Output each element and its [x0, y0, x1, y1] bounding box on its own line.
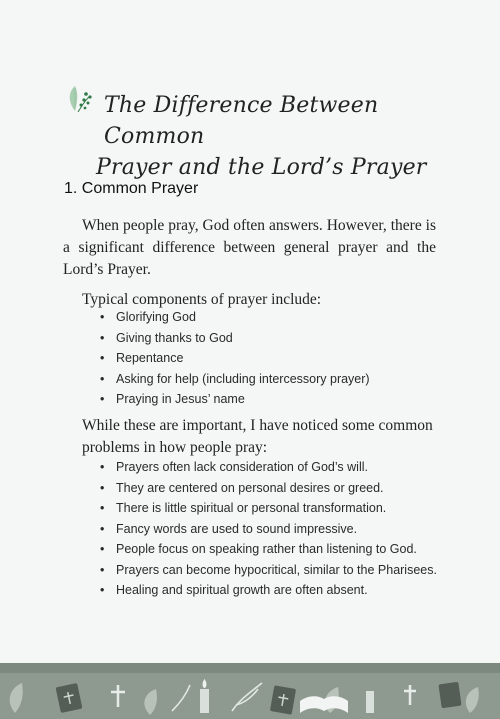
list-item: • Glorifying God [100, 307, 430, 328]
problems-list [100, 457, 440, 601]
footer-pattern [0, 663, 500, 719]
list-item: • Fancy words are used to sound impressive. [100, 519, 440, 540]
page-title [96, 90, 449, 183]
section-heading: 1. Common Prayer [64, 180, 199, 197]
intro-paragraph: When people pray, God often answers. However, there is a significant difference between general prayer and the Lord’s Prayer. [63, 217, 436, 278]
feather-icon [172, 683, 262, 711]
list-item: • Giving thanks to God [100, 328, 430, 349]
list-item: • Prayers often lack consideration of God’s will. [100, 457, 440, 478]
open-book-icon [300, 696, 348, 713]
list-item: • Prayers can become hypocritical, similar to the Pharisees. [100, 560, 440, 581]
title-line-1: The Difference Between Common [104, 93, 379, 149]
leaf-icon [66, 84, 96, 116]
components-lead: Typical components of prayer include: [82, 291, 322, 308]
list-item: • There is little spiritual or personal transformation. [100, 498, 440, 519]
problems-lead: While these are important, I have noticed some common problems in how people pray: [82, 417, 433, 456]
list-item: • Healing and spiritual growth are often absent. [100, 580, 440, 601]
list-item: • They are centered on personal desires or greed. [100, 478, 440, 499]
footer-pattern-band [0, 663, 500, 719]
components-list [100, 307, 430, 410]
list-item: • Repentance [100, 348, 430, 369]
title-line-2: Prayer and the Lord’s Prayer [96, 155, 427, 180]
list-item: • People focus on speaking rather than listening to God. [100, 539, 440, 560]
list-item: • Asking for help (including intercessory prayer) [100, 369, 430, 390]
list-item: • Praying in Jesus’ name [100, 389, 430, 410]
